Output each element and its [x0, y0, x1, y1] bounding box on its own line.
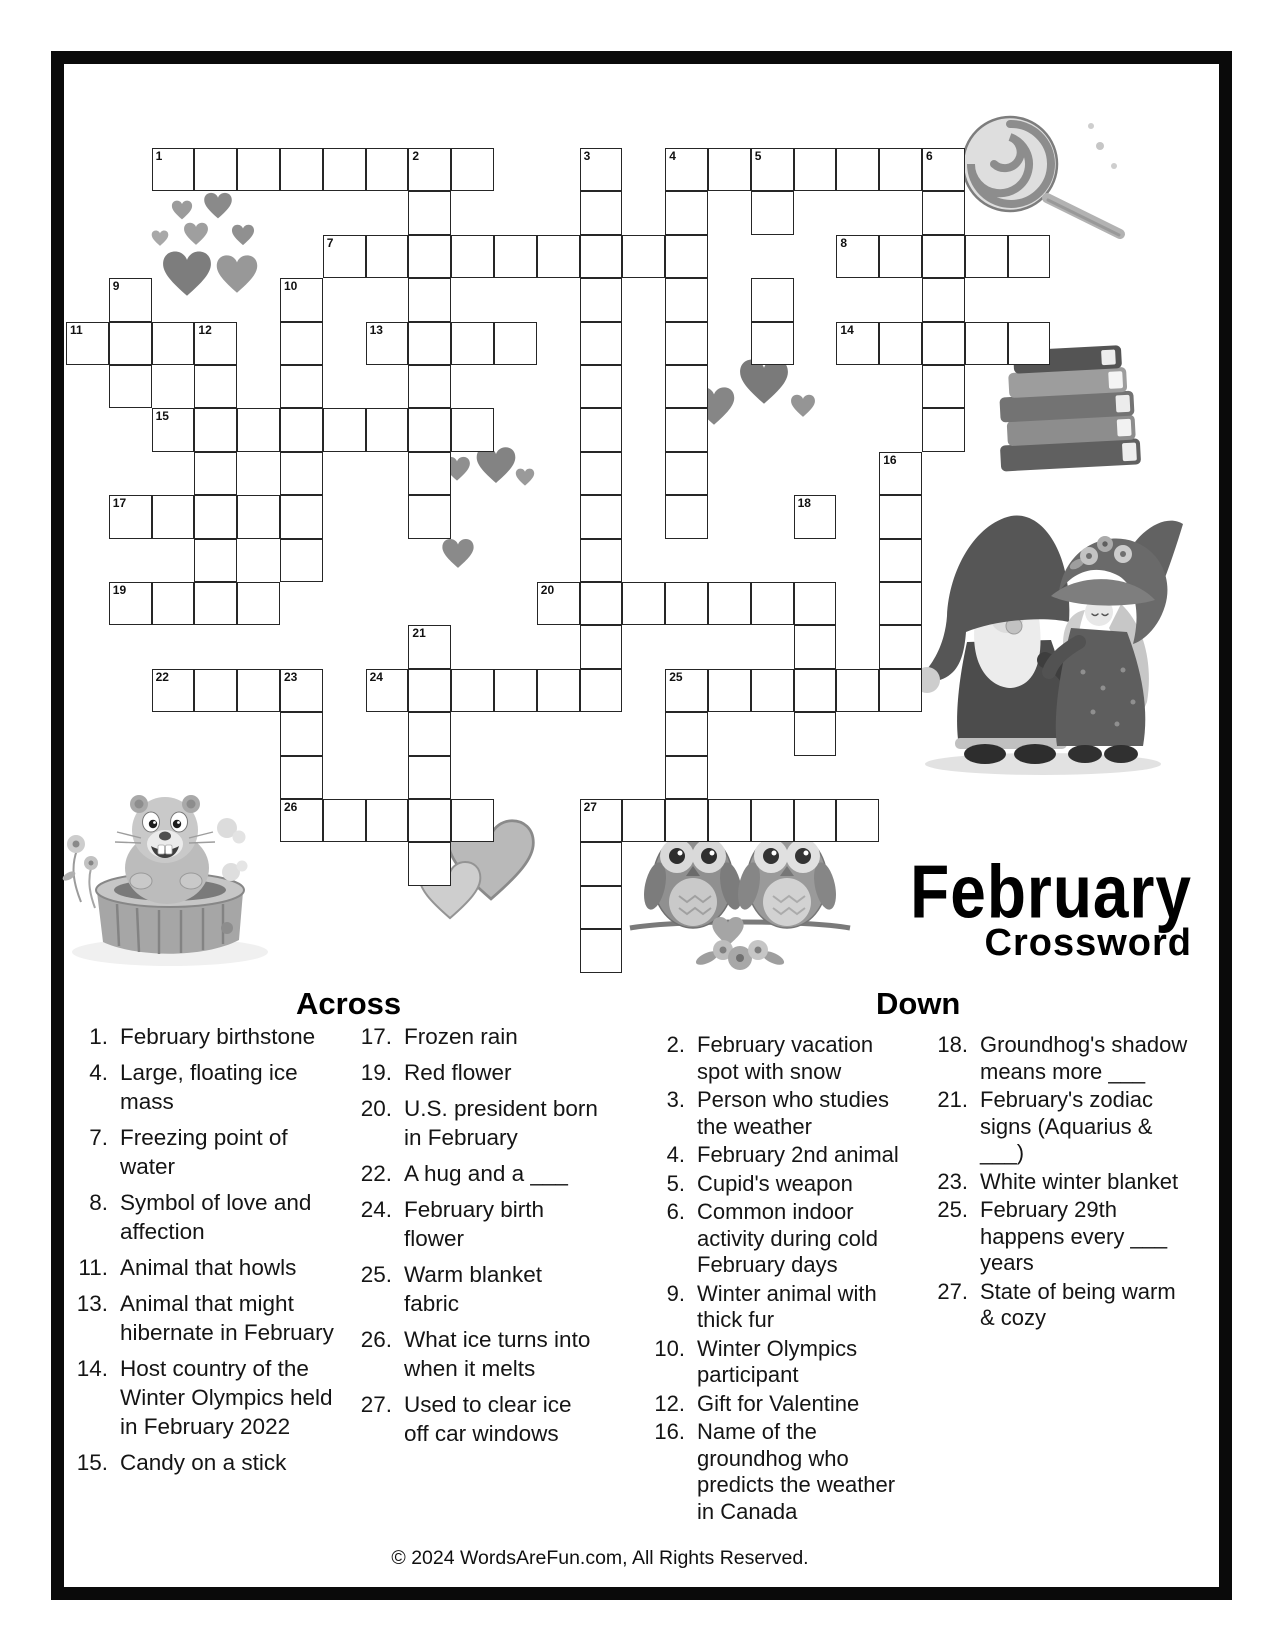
clue-text: Person who studies the weather: [697, 1087, 889, 1139]
cell-number: 18: [797, 496, 811, 511]
hearts-top-left-icon: [143, 192, 278, 310]
clue-number: 25.: [360, 1262, 392, 1287]
grid-cell[interactable]: [280, 148, 323, 191]
clue-item: [352, 1094, 599, 1152]
grid-cell[interactable]: [366, 148, 409, 191]
grid-cell[interactable]: [109, 365, 152, 408]
grid-cell[interactable]: [280, 322, 323, 365]
grid-cell[interactable]: [665, 278, 708, 321]
grid-cell[interactable]: [836, 799, 879, 842]
grid-cell[interactable]: [237, 495, 280, 538]
clue-item: [68, 1123, 342, 1181]
grid-cell[interactable]: [237, 408, 280, 451]
grid-cell[interactable]: [665, 756, 708, 799]
groundhog-icon: [55, 780, 270, 970]
grid-cell[interactable]: [408, 756, 451, 799]
grid-cell[interactable]: [580, 669, 623, 712]
grid-cell[interactable]: [451, 148, 494, 191]
clue-text: Used to clear ice off car windows: [404, 1392, 572, 1446]
grid-cell[interactable]: [280, 408, 323, 451]
clue-item: [68, 1058, 342, 1116]
grid-cell[interactable]: [408, 625, 451, 668]
clue-text: February vacation spot with snow: [697, 1032, 874, 1084]
grid-cell[interactable]: [922, 408, 965, 451]
cell-number: 6: [926, 149, 933, 163]
grid-cell[interactable]: [152, 148, 195, 191]
down-clues-column-2: [928, 1032, 1192, 1334]
grid-cell[interactable]: [366, 322, 409, 365]
grid-cell[interactable]: [794, 799, 837, 842]
grid-cell[interactable]: [836, 148, 879, 191]
clue-item: [928, 1032, 1192, 1085]
across-header: Across: [296, 986, 402, 1021]
clue-number: 27.: [937, 1278, 968, 1304]
clue-number: 26.: [360, 1327, 392, 1352]
grid-cell[interactable]: [194, 539, 237, 582]
grid-cell[interactable]: [366, 669, 409, 712]
clue-item: [68, 1188, 342, 1246]
grid-cell[interactable]: [494, 322, 537, 365]
clue-item: [645, 1419, 902, 1525]
grid-cell[interactable]: [665, 712, 708, 755]
grid-cell[interactable]: [152, 408, 195, 451]
grid-cell[interactable]: [580, 842, 623, 885]
grid-cell[interactable]: [879, 148, 922, 191]
clue-text: Gift for Valentine: [697, 1390, 860, 1416]
cell-number: 19: [112, 583, 127, 597]
cell-number: 27: [583, 800, 597, 814]
grid-cell[interactable]: [879, 235, 922, 278]
grid-cell[interactable]: [836, 235, 879, 278]
grid-cell[interactable]: [537, 582, 580, 625]
grid-cell[interactable]: [451, 322, 494, 365]
clue-text: Winter Olympics participant: [697, 1335, 858, 1387]
clue-number: 8.: [89, 1190, 108, 1215]
grid-cell[interactable]: [794, 625, 837, 668]
grid-cell[interactable]: [580, 582, 623, 625]
grid-cell[interactable]: [109, 582, 152, 625]
grid-cell[interactable]: [708, 582, 751, 625]
clue-number: 12.: [654, 1390, 685, 1416]
clue-number: 16.: [654, 1419, 685, 1444]
grid-cell[interactable]: [408, 322, 451, 365]
grid-cell[interactable]: [408, 191, 451, 234]
grid-cell[interactable]: [665, 235, 708, 278]
clue-text: White winter blanket: [980, 1168, 1179, 1194]
clue-number: 18.: [937, 1032, 968, 1057]
down-header: Down: [876, 986, 961, 1021]
grid-cell[interactable]: [794, 495, 837, 538]
grid-cell[interactable]: [580, 495, 623, 538]
grid-cell[interactable]: [280, 452, 323, 495]
grid-cell[interactable]: [237, 669, 280, 712]
clue-text: Winter animal with thick fur: [697, 1280, 877, 1332]
grid-cell[interactable]: [408, 495, 451, 538]
grid-cell[interactable]: [408, 235, 451, 278]
cell-number: 22: [155, 669, 169, 684]
clue-item: [928, 1087, 1192, 1167]
cell-number: 24: [369, 669, 383, 684]
grid-cell[interactable]: [879, 452, 922, 495]
grid-cell[interactable]: [580, 408, 623, 451]
clue-number: 24.: [360, 1197, 392, 1222]
clue-text: Cupid's weapon: [697, 1170, 853, 1196]
grid-cell[interactable]: [366, 799, 409, 842]
grid-cell[interactable]: [580, 365, 623, 408]
grid-cell[interactable]: [665, 669, 708, 712]
grid-cell[interactable]: [622, 799, 665, 842]
grid-cell[interactable]: [794, 582, 837, 625]
cell-number: 4: [669, 149, 676, 163]
grid-cell[interactable]: [751, 799, 794, 842]
clue-item: [68, 1253, 342, 1282]
grid-cell[interactable]: [580, 886, 623, 929]
grid-cell[interactable]: [408, 842, 451, 885]
grid-cell[interactable]: [109, 278, 152, 321]
grid-cell[interactable]: [280, 756, 323, 799]
cell-number: 2: [412, 149, 420, 163]
clue-text: February's zodiac signs (Aquarius & ___): [980, 1087, 1153, 1165]
clue-number: 10.: [654, 1335, 685, 1361]
clue-number: 6.: [666, 1199, 685, 1224]
clue-text: Symbol of love and affection: [120, 1190, 312, 1244]
grid-cell[interactable]: [494, 235, 537, 278]
clue-text: February birth flower: [404, 1197, 545, 1251]
grid-cell[interactable]: [280, 365, 323, 408]
grid-cell[interactable]: [451, 408, 494, 451]
grid-cell[interactable]: [922, 191, 965, 234]
grid-cell[interactable]: [751, 669, 794, 712]
grid-cell[interactable]: [152, 582, 195, 625]
grid-cell[interactable]: [665, 799, 708, 842]
grid-cell[interactable]: [665, 452, 708, 495]
grid-cell[interactable]: [580, 625, 623, 668]
grid-cell[interactable]: [366, 408, 409, 451]
clue-text: U.S. president born in February: [404, 1096, 598, 1150]
grid-cell[interactable]: [323, 408, 366, 451]
clue-number: 27.: [360, 1392, 392, 1417]
clue-text: Candy on a stick: [120, 1450, 287, 1475]
gnome-couple-icon: [893, 492, 1208, 780]
clue-item: [928, 1197, 1192, 1277]
grid-cell[interactable]: [751, 278, 794, 321]
grid-cell[interactable]: [922, 278, 965, 321]
cell-number: 9: [112, 279, 120, 294]
clue-text: Host country of the Winter Olympics held in February 2022: [120, 1356, 333, 1439]
clue-item: [645, 1171, 902, 1198]
clue-item: [645, 1199, 902, 1279]
clue-text: Frozen rain: [404, 1024, 518, 1049]
grid-cell[interactable]: [879, 625, 922, 668]
grid-cell[interactable]: [194, 322, 237, 365]
clue-number: 25.: [937, 1197, 968, 1222]
cell-number: 15: [155, 409, 169, 424]
clue-item: [928, 1279, 1192, 1332]
grid-cell[interactable]: [665, 495, 708, 538]
grid-cell[interactable]: [965, 235, 1008, 278]
grid-cell[interactable]: [580, 235, 623, 278]
grid-cell[interactable]: [408, 799, 451, 842]
grid-cell[interactable]: [879, 495, 922, 538]
cell-number: 14: [840, 322, 854, 337]
hearts-right-icon: [690, 356, 820, 464]
grid-cell[interactable]: [152, 669, 195, 712]
grid-cell[interactable]: [751, 322, 794, 365]
grid-cell[interactable]: [580, 929, 623, 972]
grid-cell[interactable]: [194, 365, 237, 408]
clue-item: [928, 1169, 1192, 1196]
clue-text: Warm blanket fabric: [404, 1262, 542, 1316]
grid-cell[interactable]: [323, 799, 366, 842]
clue-number: 21.: [937, 1087, 968, 1112]
clue-item: [645, 1032, 902, 1085]
clue-text: A hug and a ___: [404, 1161, 568, 1186]
clue-text: Groundhog's shadow means more ___: [980, 1032, 1188, 1084]
grid-cell[interactable]: [879, 539, 922, 582]
grid-cell[interactable]: [836, 669, 879, 712]
clue-number: 20.: [360, 1096, 392, 1121]
grid-cell[interactable]: [194, 582, 237, 625]
grid-cell[interactable]: [622, 582, 665, 625]
clue-text: Large, floating ice mass: [120, 1060, 298, 1114]
cell-number: 16: [883, 452, 897, 467]
clue-item: [352, 1195, 599, 1253]
grid-cell[interactable]: [580, 278, 623, 321]
clue-item: [68, 1022, 342, 1051]
grid-cell[interactable]: [451, 235, 494, 278]
cell-number: 5: [754, 149, 762, 163]
grid-cell[interactable]: [580, 539, 623, 582]
grid-cell[interactable]: [580, 452, 623, 495]
grid-cell[interactable]: [879, 582, 922, 625]
grid-cell[interactable]: [665, 148, 708, 191]
grid-cell[interactable]: [708, 799, 751, 842]
grid-cell[interactable]: [408, 365, 451, 408]
grid-cell[interactable]: [879, 322, 922, 365]
clue-number: 22.: [360, 1161, 392, 1186]
grid-cell[interactable]: [451, 799, 494, 842]
page-subtitle: Crossword: [984, 922, 1192, 964]
clue-text: Common indoor activity during cold February days: [697, 1199, 878, 1277]
grid-cell[interactable]: [622, 235, 665, 278]
clue-number: 2.: [666, 1032, 685, 1057]
grid-cell[interactable]: [922, 148, 965, 191]
grid-cell[interactable]: [965, 322, 1008, 365]
grid-cell[interactable]: [708, 148, 751, 191]
grid-cell[interactable]: [408, 148, 451, 191]
grid-cell[interactable]: [794, 712, 837, 755]
grid-cell[interactable]: [580, 191, 623, 234]
grid-cell[interactable]: [408, 712, 451, 755]
grid-cell[interactable]: [237, 148, 280, 191]
clue-number: 13.: [76, 1291, 108, 1316]
clue-number: 14.: [76, 1356, 108, 1381]
clue-item: [68, 1289, 342, 1347]
clue-text: February birthstone: [120, 1024, 316, 1049]
cell-number: 12: [198, 322, 212, 337]
clue-number: 15.: [76, 1450, 108, 1475]
grid-cell[interactable]: [152, 322, 195, 365]
grid-cell[interactable]: [280, 669, 323, 712]
cell-number: 13: [369, 322, 383, 337]
cell-number: 21: [412, 626, 426, 641]
clue-item: [352, 1159, 599, 1188]
grid-cell[interactable]: [665, 408, 708, 451]
grid-cell[interactable]: [494, 669, 537, 712]
clue-text: State of being warm & cozy: [980, 1278, 1176, 1330]
cell-number: 1: [155, 149, 163, 163]
grid-cell[interactable]: [366, 235, 409, 278]
clue-text: Red flower: [404, 1060, 512, 1085]
clue-item: [68, 1448, 342, 1477]
grid-cell[interactable]: [408, 408, 451, 451]
grid-cell[interactable]: [451, 669, 494, 712]
cell-number: 8: [840, 235, 848, 250]
grid-cell[interactable]: [194, 669, 237, 712]
cell-number: 17: [112, 496, 127, 511]
cell-number: 25: [669, 669, 683, 684]
clue-item: [645, 1087, 902, 1140]
clue-item: [352, 1260, 599, 1318]
grid-cell[interactable]: [665, 191, 708, 234]
grid-cell[interactable]: [794, 148, 837, 191]
grid-cell[interactable]: [109, 495, 152, 538]
clue-text: What ice turns into when it melts: [404, 1327, 591, 1381]
grid-cell[interactable]: [665, 365, 708, 408]
clue-item: [352, 1022, 599, 1051]
grid-cell[interactable]: [665, 582, 708, 625]
grid-cell[interactable]: [66, 322, 109, 365]
grid-cell[interactable]: [665, 322, 708, 365]
grid-cell[interactable]: [280, 799, 323, 842]
grid-cell[interactable]: [580, 799, 623, 842]
grid-cell[interactable]: [879, 669, 922, 712]
grid-cell[interactable]: [537, 235, 580, 278]
clue-item: [645, 1281, 902, 1334]
grid-cell[interactable]: [280, 539, 323, 582]
clue-number: 7.: [89, 1125, 108, 1150]
page-title: February: [910, 849, 1192, 935]
cell-number: 26: [284, 800, 298, 814]
cell-number: 11: [70, 322, 83, 337]
clue-number: 3.: [666, 1087, 685, 1112]
clue-text: Animal that might hibernate in February: [120, 1291, 334, 1345]
clue-text: February 2nd animal: [697, 1142, 899, 1167]
grid-cell[interactable]: [922, 235, 965, 278]
grid-cell[interactable]: [1008, 322, 1051, 365]
cell-number: 3: [583, 149, 591, 163]
cell-number: 10: [284, 279, 298, 294]
clue-number: 19.: [360, 1060, 392, 1085]
grid-cell[interactable]: [194, 408, 237, 451]
clue-number: 11.: [78, 1255, 108, 1280]
grid-cell[interactable]: [280, 712, 323, 755]
clue-number: 5.: [666, 1170, 685, 1196]
clue-item: [645, 1336, 902, 1389]
clue-number: 23.: [937, 1168, 968, 1194]
grid-cell[interactable]: [237, 582, 280, 625]
clue-number: 4.: [89, 1060, 108, 1085]
clue-item: [352, 1058, 599, 1087]
clue-text: Animal that howls: [120, 1255, 297, 1280]
grid-cell[interactable]: [751, 582, 794, 625]
across-clues-column-1: [68, 1022, 342, 1484]
cell-number: 20: [540, 583, 555, 597]
clue-item: [68, 1354, 342, 1441]
grid-cell[interactable]: [109, 322, 152, 365]
clue-item: [645, 1391, 902, 1418]
grid-cell[interactable]: [751, 191, 794, 234]
grid-cell[interactable]: [194, 495, 237, 538]
cell-number: 23: [284, 669, 298, 684]
clue-text: Name of the groundhog who predicts the weather in Canada: [697, 1419, 896, 1524]
grid-cell[interactable]: [922, 322, 965, 365]
clue-text: Freezing point of water: [120, 1125, 288, 1179]
grid-cell[interactable]: [794, 669, 837, 712]
grid-cell[interactable]: [408, 669, 451, 712]
clue-item: [352, 1390, 599, 1448]
clue-item: [645, 1142, 902, 1169]
grid-cell[interactable]: [408, 452, 451, 495]
grid-cell[interactable]: [537, 669, 580, 712]
grid-cell[interactable]: [280, 495, 323, 538]
clue-number: 17.: [360, 1024, 392, 1049]
across-clues-column-2: [352, 1022, 599, 1455]
grid-cell[interactable]: [751, 148, 794, 191]
clue-number: 4.: [666, 1142, 685, 1167]
grid-cell[interactable]: [323, 148, 366, 191]
grid-cell[interactable]: [408, 278, 451, 321]
grid-cell[interactable]: [152, 495, 195, 538]
lollipop-icon: [948, 104, 1148, 249]
grid-cell[interactable]: [323, 235, 366, 278]
grid-cell[interactable]: [194, 148, 237, 191]
grid-cell[interactable]: [1008, 235, 1051, 278]
clue-item: [352, 1325, 599, 1383]
grid-cell[interactable]: [708, 669, 751, 712]
cell-number: 7: [326, 235, 334, 250]
clue-number: 9.: [666, 1280, 685, 1306]
copyright-footer: © 2024 WordsAreFun.com, All Rights Reserved.: [391, 1547, 809, 1569]
grid-cell[interactable]: [194, 452, 237, 495]
grid-cell[interactable]: [580, 322, 623, 365]
clue-number: 1.: [89, 1024, 108, 1049]
grid-cell[interactable]: [836, 322, 879, 365]
grid-cell[interactable]: [280, 278, 323, 321]
down-clues-column-1: [645, 1032, 902, 1527]
grid-cell[interactable]: [922, 365, 965, 408]
clue-text: February 29th happens every ___ years: [980, 1197, 1168, 1275]
grid-cell[interactable]: [580, 148, 623, 191]
